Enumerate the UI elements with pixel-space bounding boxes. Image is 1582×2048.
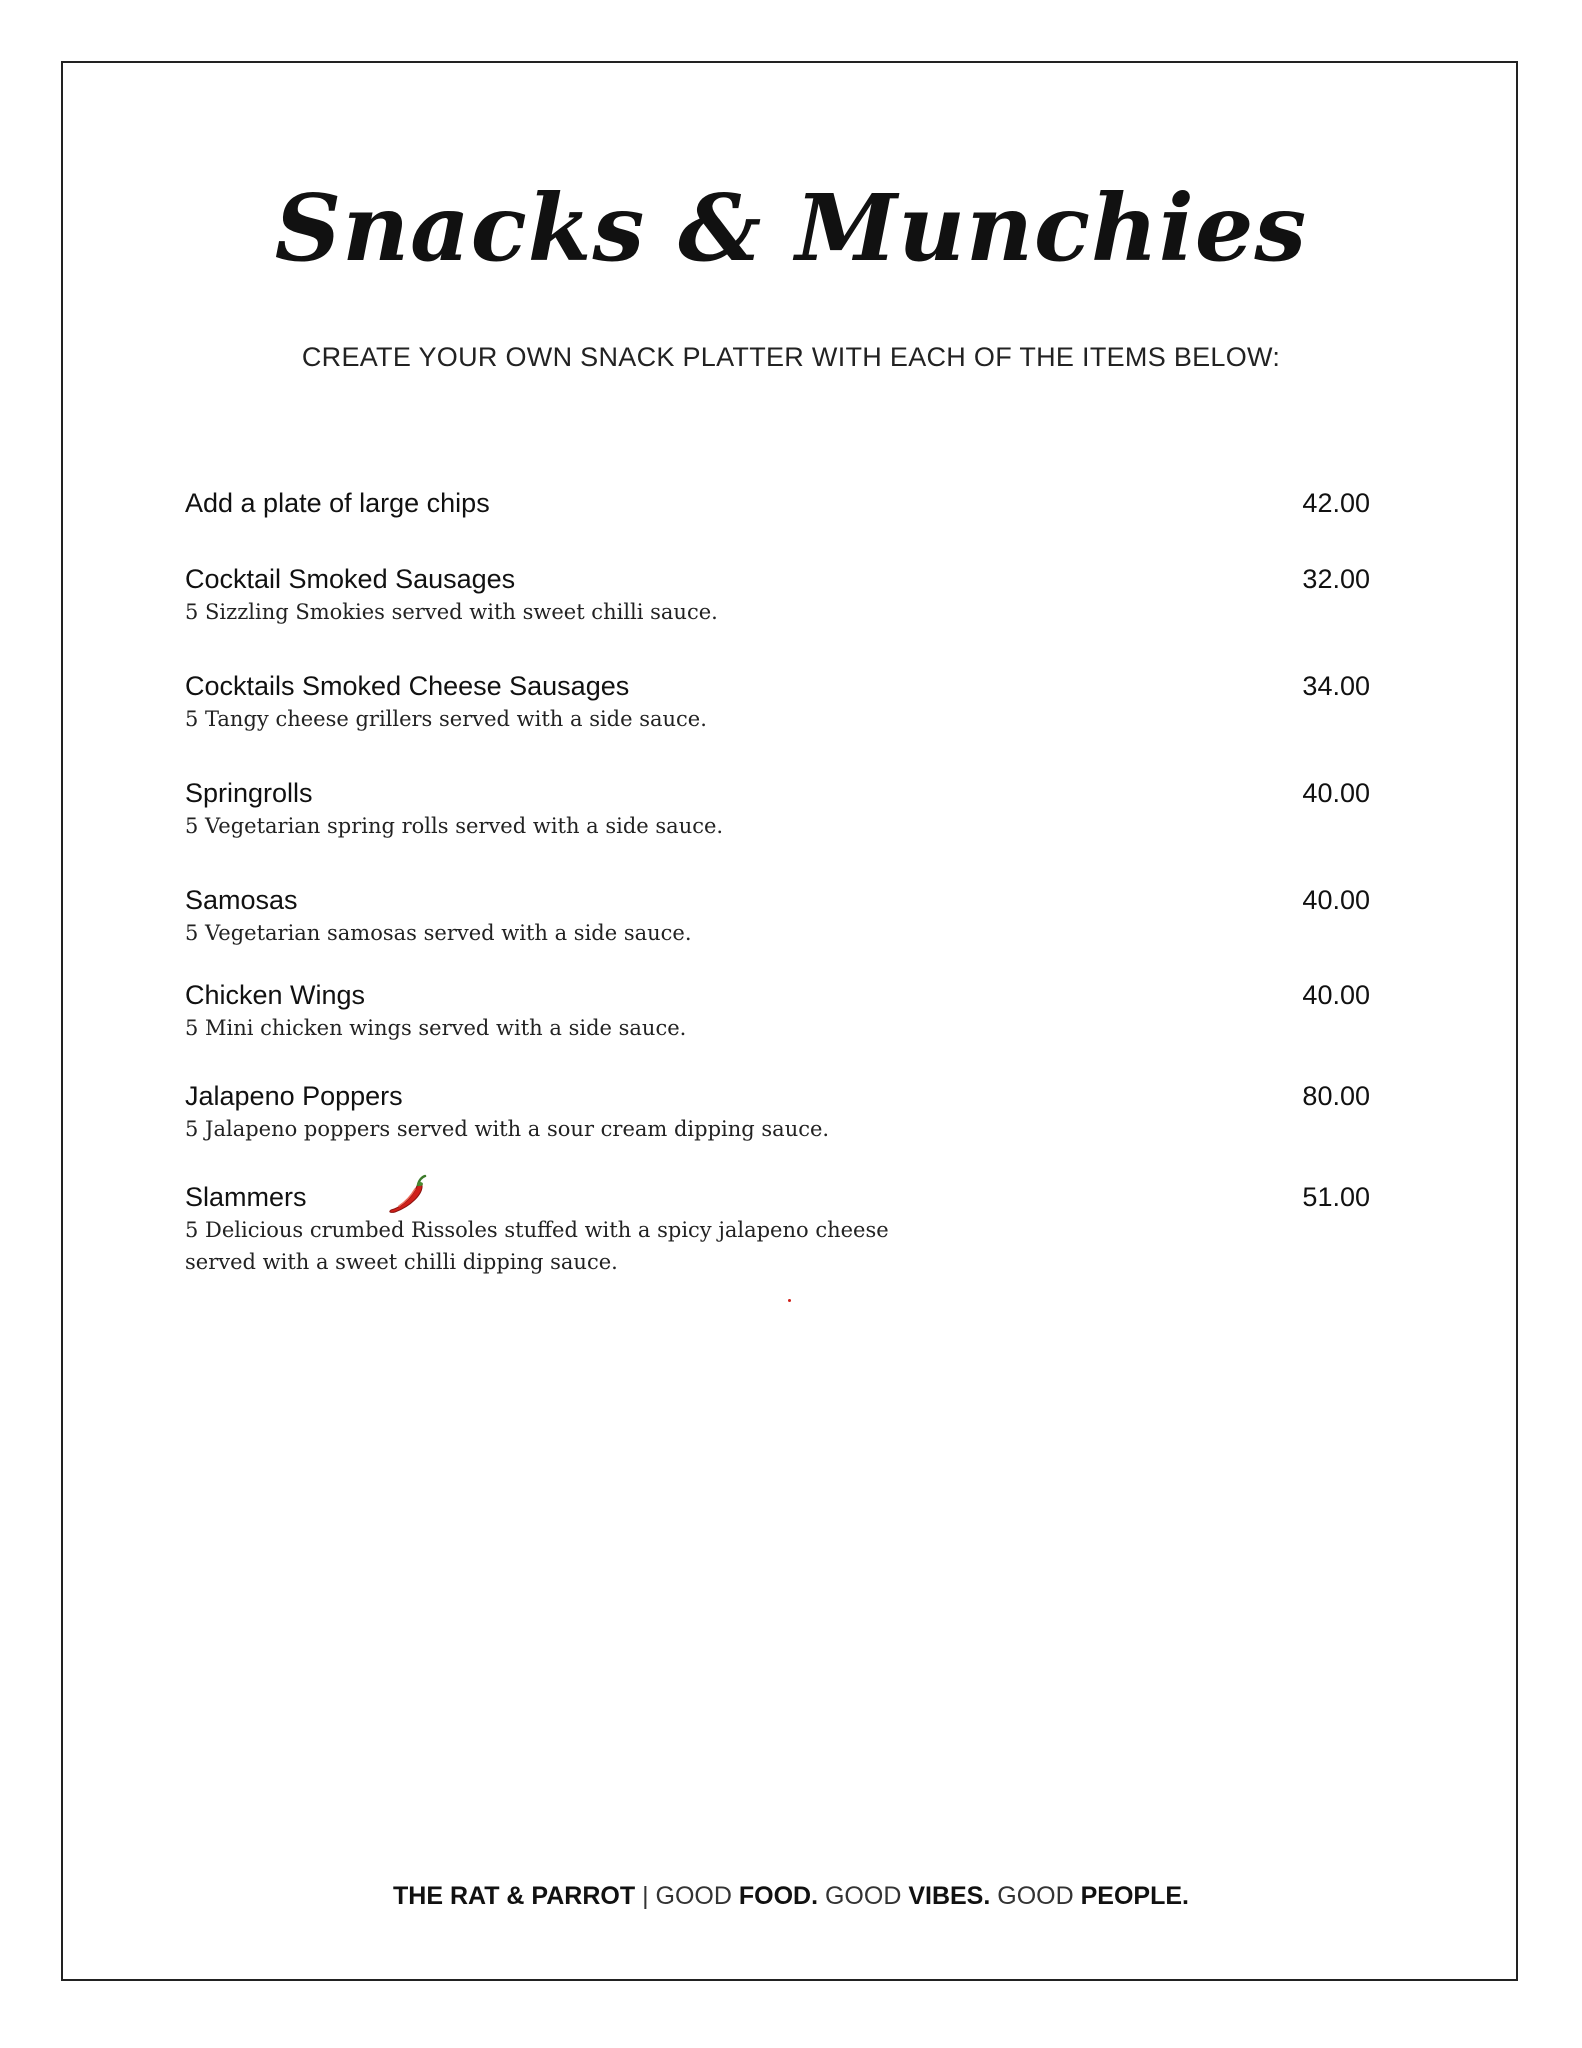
item-name: Samosas [185,885,298,915]
item-price: 51.00 [1302,1182,1370,1212]
item-description: 5 Vegetarian spring rolls served with a side sauce. [185,814,724,838]
footer-food: FOOD. [738,1882,819,1910]
menu-item [185,562,1370,628]
item-name: Chicken Wings [185,980,366,1010]
footer-good: GOOD [990,1882,1081,1910]
footer-good: GOOD [655,1882,739,1910]
page-subtitle: CREATE YOUR OWN SNACK PLATTER WITH EACH OF THE ITEMS BELOW: [301,342,1281,372]
footer [0,1882,1582,1911]
item-description: 5 Sizzling Smokies served with sweet chilli sauce. [185,600,718,624]
item-price: 80.00 [1302,1081,1370,1111]
item-description: 5 Mini chicken wings served with a side sauce. [185,1016,687,1040]
item-name: Springrolls [185,778,313,808]
item-description: 5 Delicious crumbed Rissoles stuffed with a spicy jalapeno cheese served with a sweet chilli dipping sauce. [185,1218,889,1274]
item-price: 40.00 [1302,885,1370,915]
item-description: 5 Jalapeno poppers served with a sour cream dipping sauce. [185,1117,830,1141]
item-price: 34.00 [1302,671,1370,701]
menu-item [185,1180,1370,1278]
item-price: 32.00 [1302,564,1370,594]
footer-good: GOOD [818,1882,909,1910]
menu-item [185,486,1370,520]
menu-item [185,1079,1370,1145]
menu-item [185,978,1370,1044]
item-description: 5 Tangy cheese grillers served with a side sauce. [185,707,707,731]
page-title: Snacks & Munchies [274,174,1308,282]
item-price: 40.00 [1302,980,1370,1010]
footer-people: PEOPLE. [1080,1882,1189,1910]
item-price: 40.00 [1302,778,1370,808]
footer-brand: THE RAT & PARROT [393,1882,636,1910]
menu-item [185,669,1370,735]
item-price: 42.00 [1302,488,1370,518]
item-name: Cocktail Smoked Sausages [185,564,516,594]
item-description: 5 Vegetarian samosas served with a side sauce. [185,921,692,945]
item-name: Jalapeno Poppers [185,1081,403,1111]
item-name: Cocktails Smoked Cheese Sausages [185,671,630,701]
menu-item [185,776,1370,842]
footer-vibes: VIBES. [908,1882,991,1910]
item-name: Add a plate of large chips [185,488,490,518]
menu-item [185,883,1370,949]
footer-separator: | [635,1882,656,1910]
item-name: Slammers [185,1182,307,1212]
chilli-pepper-icon [385,1172,429,1216]
stray-dot [788,1299,791,1302]
